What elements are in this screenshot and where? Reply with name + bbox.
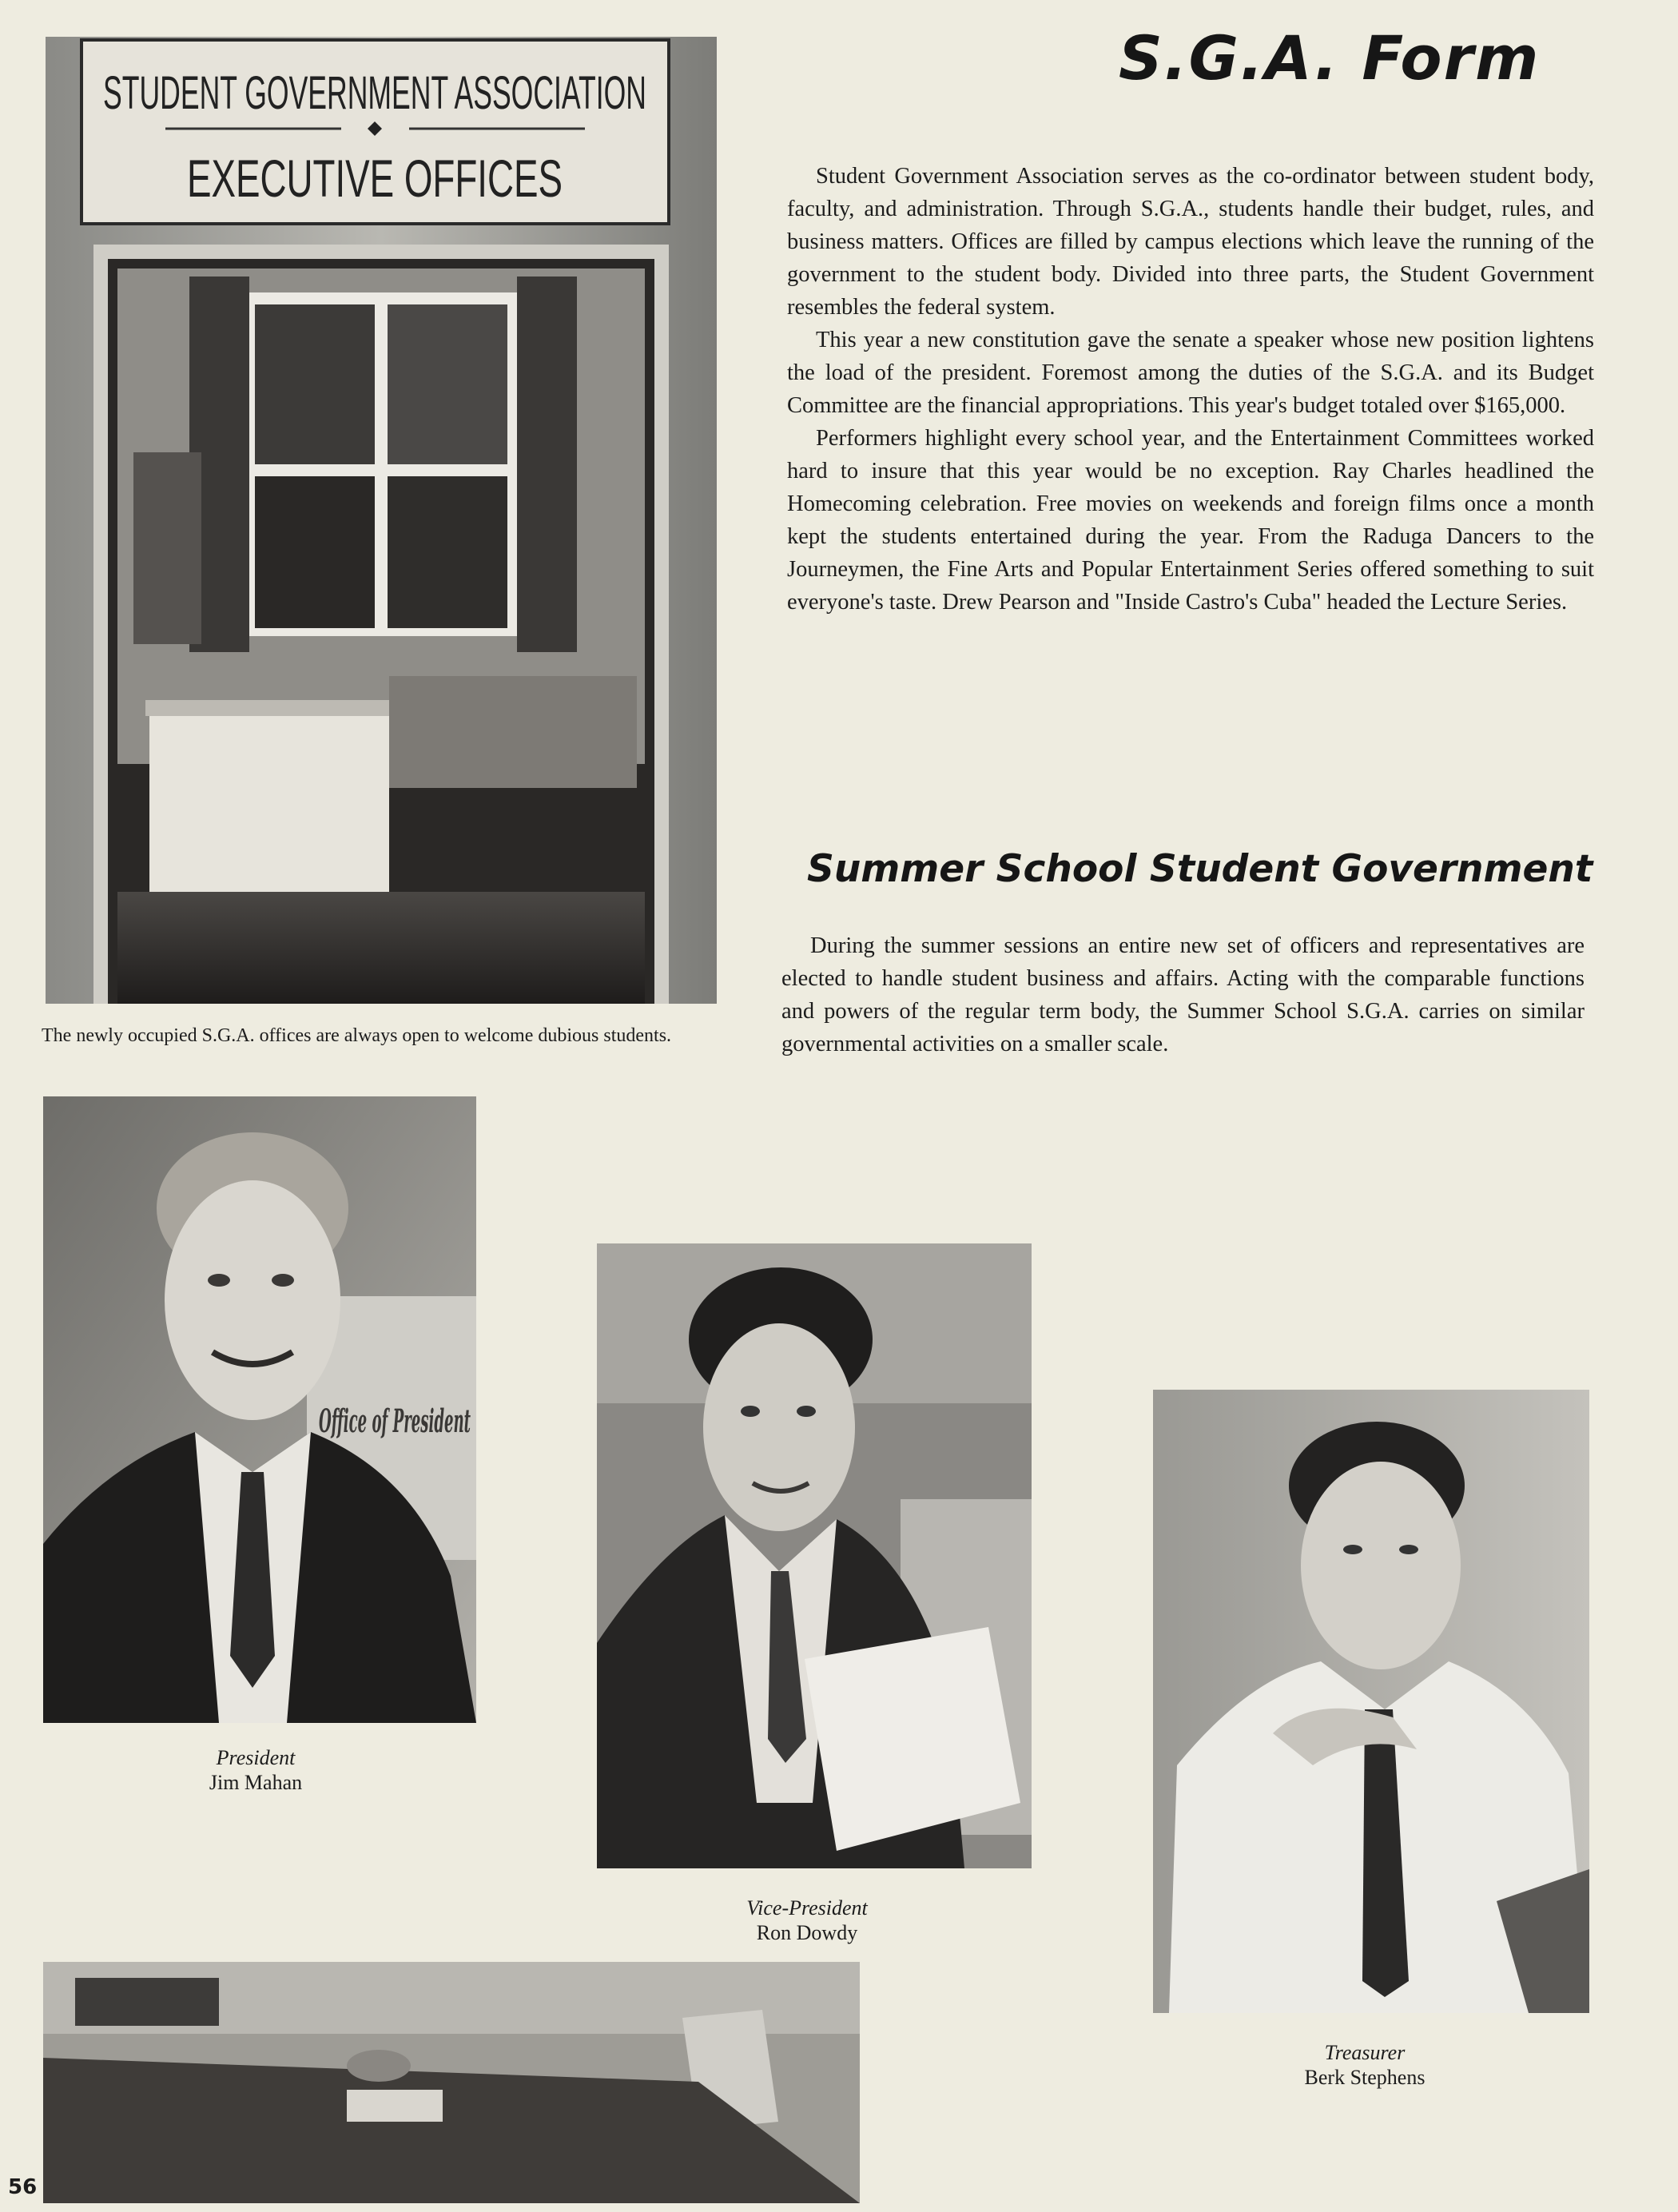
sign-line2: EXECUTIVE OFFICES xyxy=(187,149,563,208)
summer-paragraph: During the summer sessions an entire new set of officers and representatives are elected to handle student business and affairs. Acting with the comparable functions and powers of the regular term body, the Summer School S.G.A. carries on similar governmental activities on a smaller scale. xyxy=(781,933,1585,1056)
president-role: President xyxy=(216,1746,296,1769)
door-text: Office of President xyxy=(319,1402,471,1440)
intro-paragraph-2: This year a new constitution gave the senate a speaker whose new position lightens the load of the president. Foremost among the duties of the S.G.A. and its Budget Committee are the financial appropriations. This year's budget totaled over $165,000. xyxy=(787,328,1594,418)
office-caption: The newly occupied S.G.A. offices are always open to welcome dubious students. xyxy=(42,1025,672,1046)
page-number: 56 xyxy=(8,2175,38,2199)
desk-photo xyxy=(43,1962,860,2203)
sign-line1: STUDENT GOVERNMENT ASSOCIATION xyxy=(103,67,646,119)
treasurer-name: Berk Stephens xyxy=(1304,2066,1426,2089)
intro-text xyxy=(787,160,1594,619)
president-photo xyxy=(43,1096,476,1723)
summer-text xyxy=(781,929,1585,1060)
intro-paragraph-3: Performers highlight every school year, and the Entertainment Committees worked hard to insure that this year would be no exception. Ray Charles headlined the Homecoming celebration. Free movies on weekends and foreign films once a month kept the students entertained during the year. From the Raduga Dancers to the Journeymen, the Fine Arts and Popular Entertainment Series offered something to suit everyone's taste. Drew Pearson and "Inside Castro's Cuba" headed the Lecture Series. xyxy=(787,426,1594,615)
vice-president-caption xyxy=(631,1896,983,1945)
office-photo xyxy=(46,37,717,1004)
vice-president-role: Vice-President xyxy=(746,1896,868,1920)
vice-president-name: Ron Dowdy xyxy=(756,1921,858,1944)
treasurer-role: Treasurer xyxy=(1324,2041,1406,2064)
page-title: S.G.A. Form xyxy=(1119,22,1541,93)
president-caption xyxy=(80,1745,431,1795)
treasurer-caption xyxy=(1189,2040,1541,2090)
vice-president-photo xyxy=(597,1243,1032,1868)
intro-paragraph-1: Student Government Association serves as the co-ordinator between student body, faculty, and administration. Through S.G.A., students handle their budget, rules, and business matters. Offices are filled by campus elections which leave the running of the government to the student body. Divided into three parts, the Student Government resembles the federal system. xyxy=(787,164,1594,320)
president-name: Jim Mahan xyxy=(209,1771,303,1794)
summer-heading: Summer School Student Government xyxy=(807,847,1593,891)
treasurer-photo xyxy=(1153,1390,1589,2013)
